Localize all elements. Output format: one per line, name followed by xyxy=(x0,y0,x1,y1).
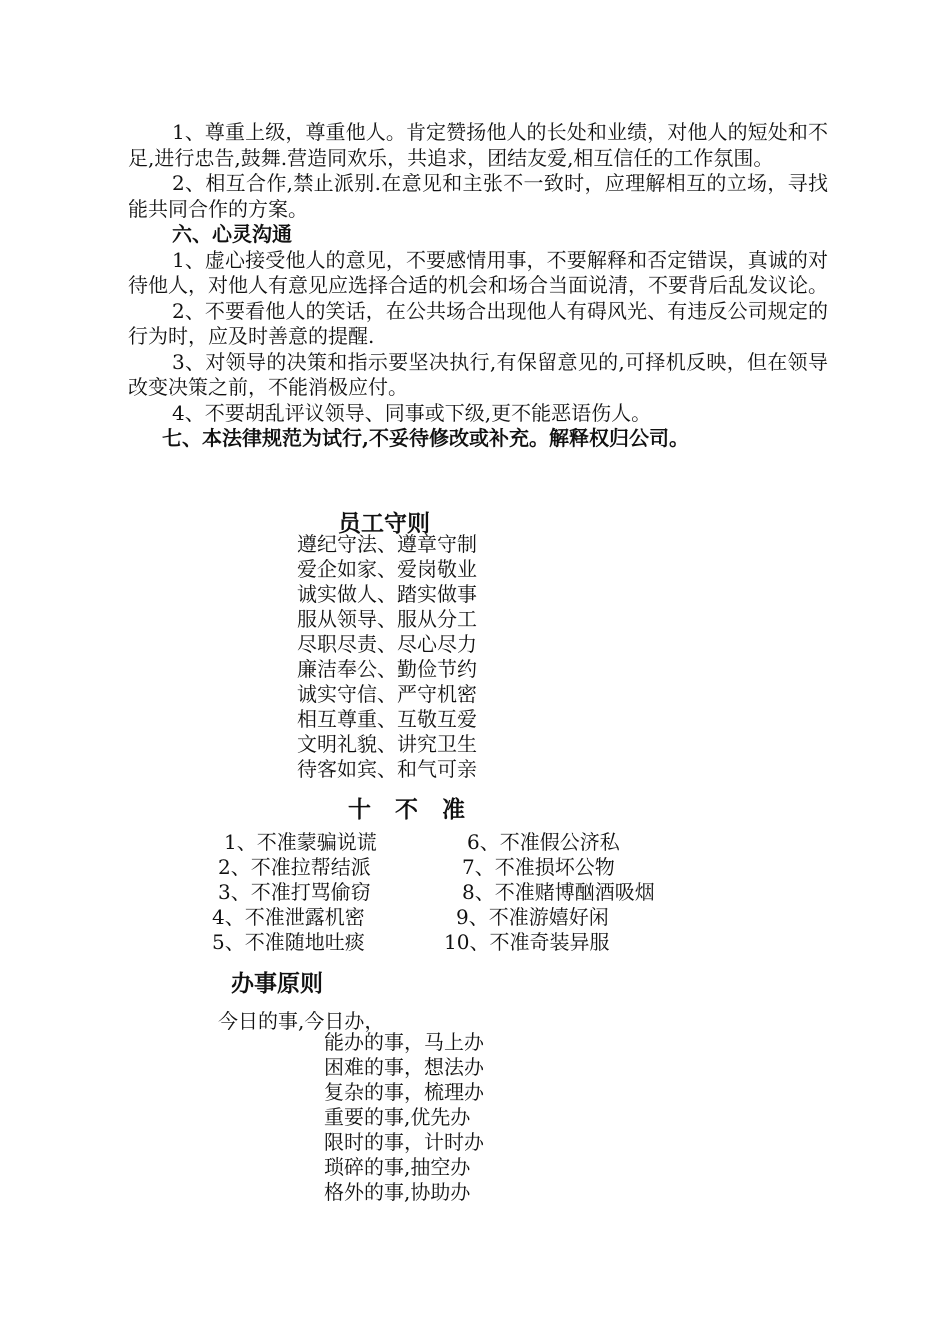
intro-section xyxy=(128,120,828,452)
staff-rule-item: 诚实守信、严守机密 xyxy=(297,682,477,706)
paragraph-accept-opinions: 1、虚心接受他人的意见，不要感情用事，不要解释和否定错误，真诚的对待他人，对他人有意见应选择合适的机会和场合当面说清，不要背后乱发议论。 xyxy=(128,247,828,297)
section-heading-trial-rule: 七、本法律规范为试行,不妥待修改或补充。解释权归公司。 xyxy=(162,426,689,450)
staff-rule-item: 爱企如家、爱岗敬业 xyxy=(297,557,477,581)
paragraph-follow-decisions: 3、对领导的决策和指示要坚决执行,有保留意见的,可择机反映，但在领导改变决策之前，不能消极应付。 xyxy=(128,349,828,399)
ten-rule-item: 2、不准拉帮结派 xyxy=(218,855,371,879)
ten-rule-item: 1、不准蒙骗说谎 xyxy=(224,830,377,854)
staff-rule-item: 文明礼貌、讲究卫生 xyxy=(297,732,477,756)
staff-rule-item: 服从领导、服从分工 xyxy=(297,607,477,631)
ten-rule-item: 5、不准随地吐痰 xyxy=(212,930,365,954)
staff-rules-title: 员工守则 xyxy=(338,511,430,537)
work-principles-title: 办事原则 xyxy=(231,971,323,997)
ten-rule-item: 4、不准泄露机密 xyxy=(212,905,365,929)
staff-rule-item: 廉洁奉公、勤俭节约 xyxy=(297,657,477,681)
ten-rule-item: 3、不准打骂偷窃 xyxy=(218,880,371,904)
staff-rules-list xyxy=(297,532,477,782)
work-principle-item: 复杂的事，梳理办 xyxy=(324,1080,484,1104)
ten-rule-item: 10、不准奇装异服 xyxy=(444,930,610,954)
paragraph-respect: 1、尊重上级，尊重他人。肯定赞扬他人的长处和业绩，对他人的短处和不足,进行忠告,鼓舞.营造同欢乐，共追求，团结友爱,相互信任的工作氛围。 xyxy=(128,120,828,170)
staff-rule-item: 遵纪守法、遵章守制 xyxy=(297,532,477,556)
work-principle-item: 琐碎的事,抽空办 xyxy=(324,1155,471,1179)
ten-rules-title: 十 不 准 xyxy=(348,797,474,823)
work-principle-item: 限时的事，计时办 xyxy=(324,1130,484,1154)
staff-rule-item: 待客如宾、和气可亲 xyxy=(297,757,477,781)
paragraph-no-mocking: 2、不要看他人的笑话，在公共场合出现他人有碍风光、有违反公司规定的行为时，应及时善意的提醒. xyxy=(128,298,828,348)
paragraph-cooperation: 2、相互合作,禁止派别.在意见和主张不一致时，应理解相互的立场，寻找能共同合作的方案。 xyxy=(128,171,828,221)
work-principle-lead: 今日的事,今日办， xyxy=(218,1009,385,1033)
ten-rule-item: 6、不准假公济私 xyxy=(467,830,620,854)
paragraph-no-gossip: 4、不要胡乱评议领导、同事或下级,更不能恶语伤人。 xyxy=(172,400,652,425)
ten-rule-item: 7、不准损坏公物 xyxy=(462,855,615,879)
staff-rule-item: 尽职尽责、尽心尽力 xyxy=(297,632,477,656)
staff-rule-item: 相互尊重、互敬互爱 xyxy=(297,707,477,731)
work-principles-list xyxy=(324,1030,484,1205)
ten-rule-item: 8、不准赌博酗酒吸烟 xyxy=(462,880,655,904)
staff-rule-item: 诚实做人、踏实做事 xyxy=(297,582,477,606)
work-principle-item: 格外的事,协助办 xyxy=(324,1180,471,1204)
work-principle-item: 困难的事，想法办 xyxy=(324,1055,484,1079)
section-heading-communication: 六、心灵沟通 xyxy=(172,222,292,246)
ten-rule-item: 9、不准游嬉好闲 xyxy=(456,905,609,929)
work-principle-item: 能办的事，马上办 xyxy=(324,1030,484,1054)
work-principle-item: 重要的事,优先办 xyxy=(324,1105,471,1129)
